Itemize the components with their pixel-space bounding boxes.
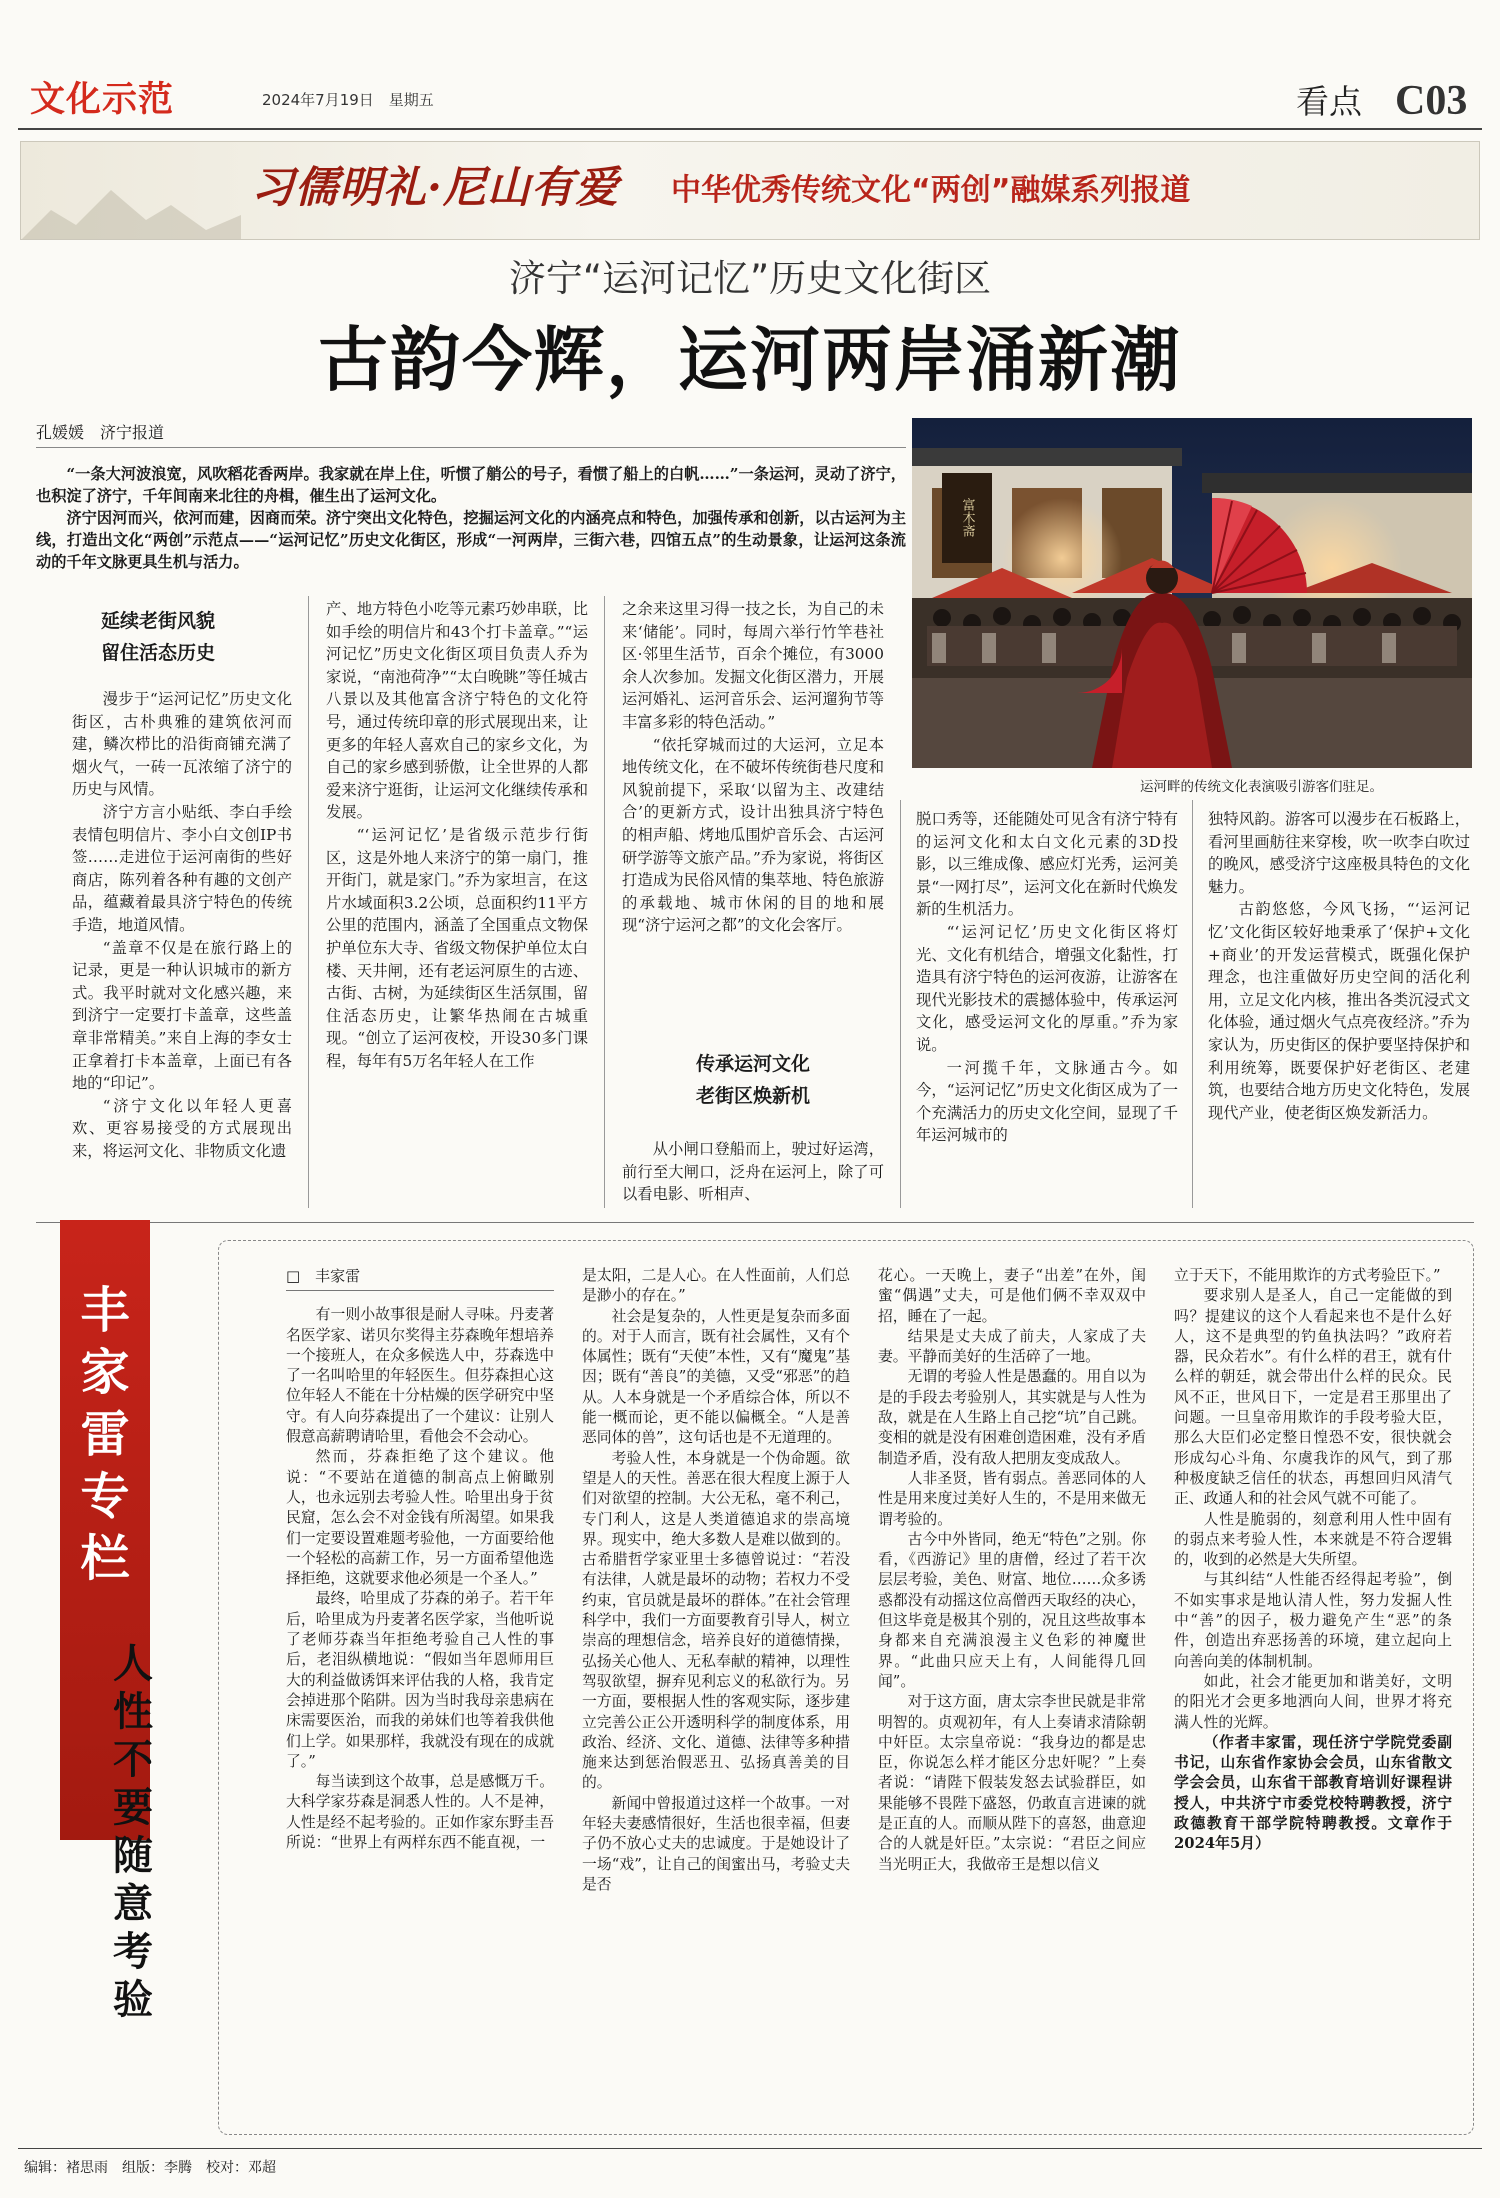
subheading-line: 传承运河文化 <box>695 1053 810 1075</box>
article-paragraph: “济宁文化以年轻人更喜欢、更容易接受的方式展现出来，将运河文化、非物质文化遗 <box>72 1096 292 1160</box>
column-author: □ 丰家雷 <box>286 1266 554 1291</box>
column-paragraph: 新闻中曾报道过这样一个故事。一对年轻夫妻感情很好，生活也很幸福，但妻子仍不放心丈夫的忠诚度。于是她设计了一场“戏”，让自己的闺蜜出马，考验丈夫是否 <box>582 1794 850 1893</box>
column-label <box>60 1280 150 1590</box>
subheading-1 <box>58 605 258 669</box>
article-paragraph: “依托穿城而过的大运河，立足本地传统文化，在不破坏传统街巷尺度和风貌前提下，采取‘以留为主、改建结合’的更新方式，设计出独具济宁特色的相声船、烤地瓜围炉音乐会、古运河研学游等文旅产品。”乔为家说，将街区打造成为民俗风情的集萃地、特色旅游的承载地、城市休闲的目的地和展现“济宁运河之都”的文化会客厅。 <box>622 735 884 935</box>
header-rule <box>18 128 1482 130</box>
column-text <box>582 1266 850 2126</box>
article-lead <box>36 463 906 573</box>
article-paragraph: “‘运河记忆’历史文化街区将灯光、文化有机结合，增强文化黏性，打造具有济宁特色的运河夜游，让游客在现代光影技术的震撼体验中，传承运河文化，感受运河文化的厚重。”乔为家说。 <box>916 922 1178 1054</box>
editorial-credits: 编辑：褚思雨 组版：李腾 校对：邓超 <box>24 2160 276 2176</box>
column-paragraph: 要求别人是圣人，自己一定能做的到吗？提建议的这个人看起来也不是什么好人，这不是典型的钓鱼执法吗？”政府若器，民众若水”。有什么样的君王，就有什么样的朝廷，就会带出什么样的民众。民风不正，世风日下，一定是君王那里出了问题。一旦皇帝用欺诈的手段考验大臣，那么大臣们必定整日惶恐不安，很快就会形成勾心斗角、尔虞我诈的风气，到了那种极度缺乏信任的状态，再想回归风清气正、政通人和的社会风气就不可能了。 <box>1174 1287 1452 1508</box>
column-text <box>878 1266 1146 2126</box>
column-paragraph: 人性是脆弱的，刻意利用人性中固有的弱点来考验人性，本来就是不符合逻辑的，收到的必然是大失所望。 <box>1174 1510 1452 1569</box>
lead-paragraph: “一条大河波浪宽，风吹稻花香两岸。我家就在岸上住，听惯了艄公的号子，看惯了船上的白帆……”一条运河，灵动了济宁，也积淀了济宁，千年间南来北往的舟楫，催生出了运河文化。 <box>36 465 906 505</box>
banner-series-title: 中华优秀传统文化“两创”融媒系列报道 <box>671 173 1191 208</box>
section-separator <box>36 1222 1474 1223</box>
mountain-decoration-icon <box>21 180 241 240</box>
column-paragraph: 结果是丈夫成了前夫，人家成了夫妻。平静而美好的生活碎了一地。 <box>878 1327 1146 1366</box>
article-paragraph: “盖章不仅是在旅行路上的记录，更是一种认识城市的新方式。我平时就对文化感兴趣，来到济宁一定要打卡盖章，这些盖章非常精美。”来自上海的李女士正拿着打卡本盖章，上面已有各地的“印记”。 <box>72 938 292 1093</box>
article-paragraph: “‘运河记忆’是省级示范步行街区，这是外地人来济宁的第一扇门，推开街门，就是家门。”乔为家坦言，在这片水域面积3.2公顷，总面积约11平方公里的范围内，涵盖了全国重点文物保护单位东大寺、省级文物保护单位太白楼、天井闸，还有老运河原生的古迹、古街、古树，为延续街区生活氛围，留住活态历史，让繁华热闹在古城重现。“创立了运河夜校，开设30多门课程，每年有5万名年轻人在工作 <box>326 825 588 1070</box>
photo-caption: 运河畔的传统文化表演吸引游客们驻足。 <box>1140 779 1383 795</box>
article-paragraph: 脱口秀等，还能随处可见含有济宁特有的运河文化和太白文化元素的3D投影，以三维成像、感应灯光秀，运河美景“一网打尽”，运河文化在新时代焕发新的生机活力。 <box>916 810 1178 919</box>
column-divider <box>604 596 605 1208</box>
column-paragraph: 与其纠结“人性能否经得起考验”，倒不如实事求是地认清人性，努力发掘人性中“善”的因子，极力避免产生“恶”的条件，创造出弃恶扬善的环境，建立起向上向善向美的体制机制。 <box>1174 1571 1452 1670</box>
subheading-2 <box>622 1048 884 1112</box>
article-paragraph: 独特风韵。游客可以漫步在石板路上，看河里画舫往来穿梭，吹一吹李白吹过的晚风，感受济宁这座极具特色的文化魅力。 <box>1208 810 1470 896</box>
column-paragraph: 花心。一天晚上，妻子“出差”在外，闺蜜“偶遇”丈夫，可是他们俩不幸双双中招，睡在了一起。 <box>878 1267 1146 1325</box>
newspaper-section-logo: 文化示范 <box>30 80 175 120</box>
column-paragraph: 立于天下，不能用欺诈的方式考验臣下。” <box>1174 1267 1441 1284</box>
article-column <box>72 688 292 1208</box>
column-paragraph: 无谓的考验人性是愚蠢的。用自以为是的手段去考验别人，其实就是与人性为敌，就是在人生路上自己挖“坑”自己跳。变相的就是没有困难创造困难，没有矛盾制造矛盾，没有敌人把朋友变成敌人。 <box>878 1368 1146 1467</box>
column-paragraph: 古今中外皆同，绝无“特色”之别。你看，《西游记》里的唐僧，经过了若干次层层考验，美色、财富、地位……众多诱惑都没有动摇这位高僧西天取经的决心，但这毕竟是极其个别的，况且这些故事本身都来自充满浪漫主义色彩的神魔世界。“此曲只应天上有，人间能得几回闻”。 <box>878 1530 1146 1690</box>
article-byline: 孔媛媛 济宁报道 <box>36 420 906 448</box>
column-text <box>286 1266 554 2126</box>
column-paragraph: 考验人性，本身就是一个伪命题。欲望是人的天性。善恶在很大程度上源于人们对欲望的控制。大公无私，毫不利己，专门利人，这是人类道德追求的崇高境界。现实中，绝大多数人是难以做到的。古希腊哲学家亚里士多德曾说过：“若没有法律，人就是最坏的动物；若权力不受约束，官员就是最坏的群体。”在社会管理科学中，我们一方面要教育引导人，树立崇高的理想信念，培养良好的道德情操，弘扬关心他人、无私奉献的精神，以理性驾驭欲望，摒弃见利忘义的私欲行为。另一方面，要根据人性的客观实际，逐步建立完善公正公开透明科学的制度体系，用政治、经济、文化、道德、法律等多种措施来达到惩治假恶丑、弘扬真善美的目的。 <box>582 1449 850 1792</box>
lead-paragraph: 济宁因河而兴，依河而建，因商而荣。济宁突出文化特色，挖掘运河文化的内涵亮点和特色，加强传承和创新，以古运河为主线，打造出文化“两创”示范点——“运河记忆”历史文化街区，形成“一河两岸，三街六巷，四馆五点”的生动景象，让运河这条流动的千年文脉更具生机与活力。 <box>36 509 906 571</box>
column-paragraph: 社会是复杂的，人性更是复杂而多面的。对于人而言，既有社会属性，又有个体属性；既有“天使”本性，又有“魔鬼”基因；既有“善良”的美德，又受“邪恶”的趋从。人本身就是一个矛盾综合体，所以不能一概而论，更不能以偏概全。“人是善恶同体的兽”，这句话也是不无道理的。 <box>582 1307 850 1447</box>
article-paragraph: 一河揽千年，文脉通古今。如今，“运河记忆”历史文化街区成为了一个充满活力的历史文化空间，显现了千年运河城市的 <box>916 1058 1178 1145</box>
column-paragraph: 然而，芬森拒绝了这个建议。他说：“不要站在道德的制高点上俯瞰别人，也永远别去考验人性。哈里出身于贫民窟，怎么会不对金钱有所渴望。如果我们一定要设置难题考验他，一方面要给他一个轻松的高薪工作，另一方面希望他选择拒绝，这就要求他必须是一个圣人。” <box>286 1448 554 1588</box>
column-paragraph: 是太阳，二是人心。在人性面前，人们总是渺小的存在。” <box>582 1267 850 1305</box>
article-paragraph: 产、地方特色小吃等元素巧妙串联，比如手绘的明信片和43个打卡盖章。”“运河记忆”历史文化街区项目负责人乔为家说，“南池荷净”“太白晚眺”等任城古八景以及其他富含济宁特色的文化符号，通过传统印章的形式展现出来，让更多的年轻人喜欢自己的家乡文化，为自己的家乡感到骄傲，让全世界的人都爱来济宁逛街，让运河文化继续传承和发展。 <box>326 600 588 822</box>
column-label-text: 丰家雷专栏 <box>80 1282 130 1587</box>
column-paragraph: 每当读到这个故事，总是感慨万千。大科学家芬森是洞悉人性的。人不是神，人性是经不起考验的。正如作家东野圭吾所说：“世界上有两样东西不能直视，一 <box>286 1773 554 1852</box>
photo-illustration <box>912 418 1472 768</box>
issue-date: 2024年7月19日 星期五 <box>262 91 434 109</box>
author-bio: （作者丰家雷，现任济宁学院党委副书记，山东省作家协会会员，山东省散文学会会员，山东省干部教育培训好课程讲授人，中共济宁市委党校特聘教授，济宁政德教育干部学院特聘教授。文章作于2024年5月） <box>1174 1733 1452 1853</box>
article-title: 古韵今辉，运河两岸涌新潮 <box>318 318 1182 401</box>
column-text <box>1174 1266 1452 2126</box>
article-column <box>1208 808 1470 1210</box>
article-paragraph: 漫步于“运河记忆”历史文化街区，古朴典雅的建筑依河而建，鳞次栉比的沿街商铺充满了烟火气，一砖一瓦浓缩了济宁的历史与风情。 <box>72 690 292 799</box>
article-paragraph: 济宁方言小贴纸、李白手绘表情包明信片、李小白文创IP书签……走进位于运河南街的些好商店，陈列着各种有趣的文创产品，蕴藏着最具济宁特色的传统手造，地道风情。 <box>72 802 292 934</box>
subheading-line: 老街区焕新机 <box>695 1085 810 1107</box>
column-paragraph: 有一则小故事很是耐人寻味。丹麦著名医学家、诺贝尔奖得主芬森晚年想培养一个接班人，在众多候选人中，芬森选中了一名叫哈里的年轻医生。但芬森担心这位年轻人不能在十分枯燥的医学研究中坚守。有人向芬森提出了一个建议：让别人假意高薪聘请哈里，看他会不会动心。 <box>286 1306 554 1446</box>
column-paragraph: 人非圣贤，皆有弱点。善恶同体的人性是用来度过美好人生的，不是用来做无谓考验的。 <box>878 1469 1146 1528</box>
street-performance-photo <box>912 418 1472 768</box>
banner-slogan: 习儒明礼·尼山有爱 <box>251 163 619 213</box>
column-divider <box>1192 800 1193 1208</box>
shop-sign-text: 富木斋 <box>959 498 975 537</box>
article-column <box>326 598 588 1210</box>
section-name: 看点 <box>1296 82 1362 121</box>
article-paragraph: 古韵悠悠，今风飞扬，“‘运河记忆’文化街区较好地秉承了‘保护+文化+商业’的开发运营模式，既强化保护理念，也注重做好历史空间的活化利用，立足文化内核，推出各类沉浸式文化体验，通过烟火气点亮夜经济。”乔为家认为，历史街区的保护要坚持保护和利用统筹，既要保护好老街区、老建筑，也要结合地方历史文化特色，发展现代产业，使老街区焕发新活力。 <box>1208 900 1470 1122</box>
footer-rule <box>18 2148 1482 2149</box>
article-paragraph: 从小闸口登船而上，驶过好运湾，前行至大闸口，泛舟在运河上，除了可以看电影、听相声、 <box>622 1140 884 1204</box>
subheading-line: 留住活态历史 <box>100 642 215 664</box>
article-paragraph: 之余来这里习得一技之长，为自己的未来‘储能’。同时，每周六举行竹竿巷社区·邻里生活节，百余个摊位，有3000余人次参加。发掘文化街区潜力，开展运河婚礼、运河音乐会、运河遛狗节等丰富多彩的特色活动。” <box>622 600 884 731</box>
column-title: 人性不要随意考验 <box>113 1640 153 2023</box>
column-divider <box>900 800 901 1208</box>
column-divider <box>308 596 309 1208</box>
column-paragraph: 最终，哈里成了芬森的弟子。若干年后，哈里成为丹麦著名医学家，当他听说了老师芬森当年拒绝考验自己人性的事后，老泪纵横地说：“假如当年恩师用巨大的利益做诱饵来评估我的人格，我肯定会掉进那个陷阱。因为当时我母亲患病在床需要医治，而我的弟妹们也等着我供他们上学。如果那样，我就没有现在的成就了。” <box>286 1590 554 1770</box>
series-banner <box>20 141 1480 240</box>
subheading-line: 延续老街风貌 <box>100 610 215 632</box>
article-kicker: 济宁“运河记忆”历史文化街区 <box>508 257 992 300</box>
column-paragraph: 对于这方面，唐太宗李世民就是非常明智的。贞观初年，有人上奏请求清除朝中奸臣。太宗皇帝说：“我身边的都是忠臣，你说怎么样才能区分忠奸呢？”上奏者说：“请陛下假装发怒去试验群臣，如果能够不畏陛下盛怒，仍敢直言进谏的就是正直的人。而顺从陛下的喜怒，曲意迎合的人就是奸臣。”太宗说：“君臣之间应当光明正大，我做帝王是想以信义 <box>878 1693 1146 1873</box>
column-paragraph: 如此，社会才能更加和谐美好，文明的阳光才会更多地洒向人间，世界才将充满人性的光辉。 <box>1174 1672 1452 1731</box>
article-column <box>916 808 1178 1210</box>
page-number: C03 <box>1395 78 1468 124</box>
article-column <box>622 598 884 1026</box>
article-column <box>622 1138 884 1210</box>
